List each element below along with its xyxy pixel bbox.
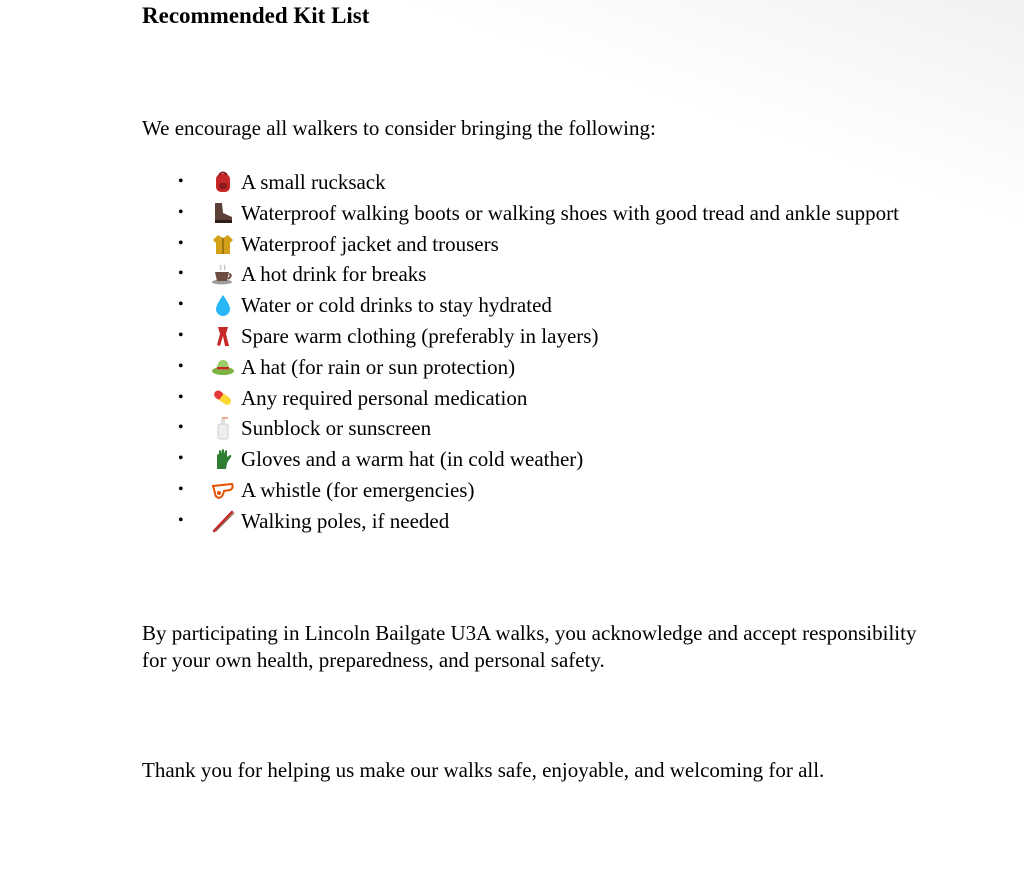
bullet-icon: • <box>178 234 184 252</box>
intro-text: We encourage all walkers to consider bringing the following: <box>142 116 656 140</box>
list-item-label: A whistle (for emergencies) <box>241 477 475 502</box>
bullet-icon: • <box>178 450 184 468</box>
bullet-icon: • <box>178 511 184 529</box>
bullet-icon: • <box>178 296 184 314</box>
water-drop-icon <box>210 293 236 317</box>
list-item-label: Waterproof jacket and trousers <box>241 231 499 256</box>
list-item-label: Spare warm clothing (preferably in layers) <box>241 323 599 348</box>
bullet-icon: • <box>178 173 184 190</box>
jacket-icon <box>210 232 236 256</box>
bullet-icon: • <box>178 357 184 375</box>
scarf-icon <box>210 324 236 348</box>
rucksack-icon <box>210 170 236 194</box>
page-title: Recommended Kit List <box>142 3 370 28</box>
boot-icon <box>210 201 236 225</box>
disclaimer-line: By participating in Lincoln Bailgate U3A walks, you acknowledge and accept responsibility <box>142 621 917 645</box>
list-item-label: A hat (for rain or sun protection) <box>241 354 516 379</box>
list-item-label: Sunblock or sunscreen <box>241 416 432 441</box>
thanks-text: Thank you for helping us make our walks safe, enjoyable, and welcoming for all. <box>142 758 825 782</box>
bullet-icon: • <box>178 419 184 437</box>
glove-icon <box>210 447 236 471</box>
list-item-label: Waterproof walking boots or walking shoes with good tread and ankle support <box>241 200 899 225</box>
hot-drink-icon <box>210 262 236 286</box>
whistle-icon <box>210 478 236 502</box>
list-item-label: Walking poles, if needed <box>241 508 450 533</box>
list-item-label: A small rucksack <box>241 170 386 194</box>
hat-icon <box>210 355 236 379</box>
walking-pole-icon <box>210 509 236 533</box>
list-item-label: A hot drink for breaks <box>241 262 427 287</box>
list-item-label: Any required personal medication <box>241 385 528 410</box>
list-item-label: Water or cold drinks to stay hydrated <box>241 293 552 318</box>
disclaimer-line: for your own health, preparedness, and personal safety. <box>142 648 605 672</box>
bullet-icon: • <box>178 203 184 221</box>
pill-icon <box>210 386 236 410</box>
disclaimer-paragraph <box>142 620 1022 674</box>
list-item-label: Gloves and a warm hat (in cold weather) <box>241 447 584 472</box>
bullet-icon: • <box>178 265 184 283</box>
bullet-icon: • <box>178 480 184 498</box>
bullet-icon: • <box>178 326 184 344</box>
lotion-bottle-icon <box>210 416 236 440</box>
bullet-icon: • <box>178 388 184 406</box>
